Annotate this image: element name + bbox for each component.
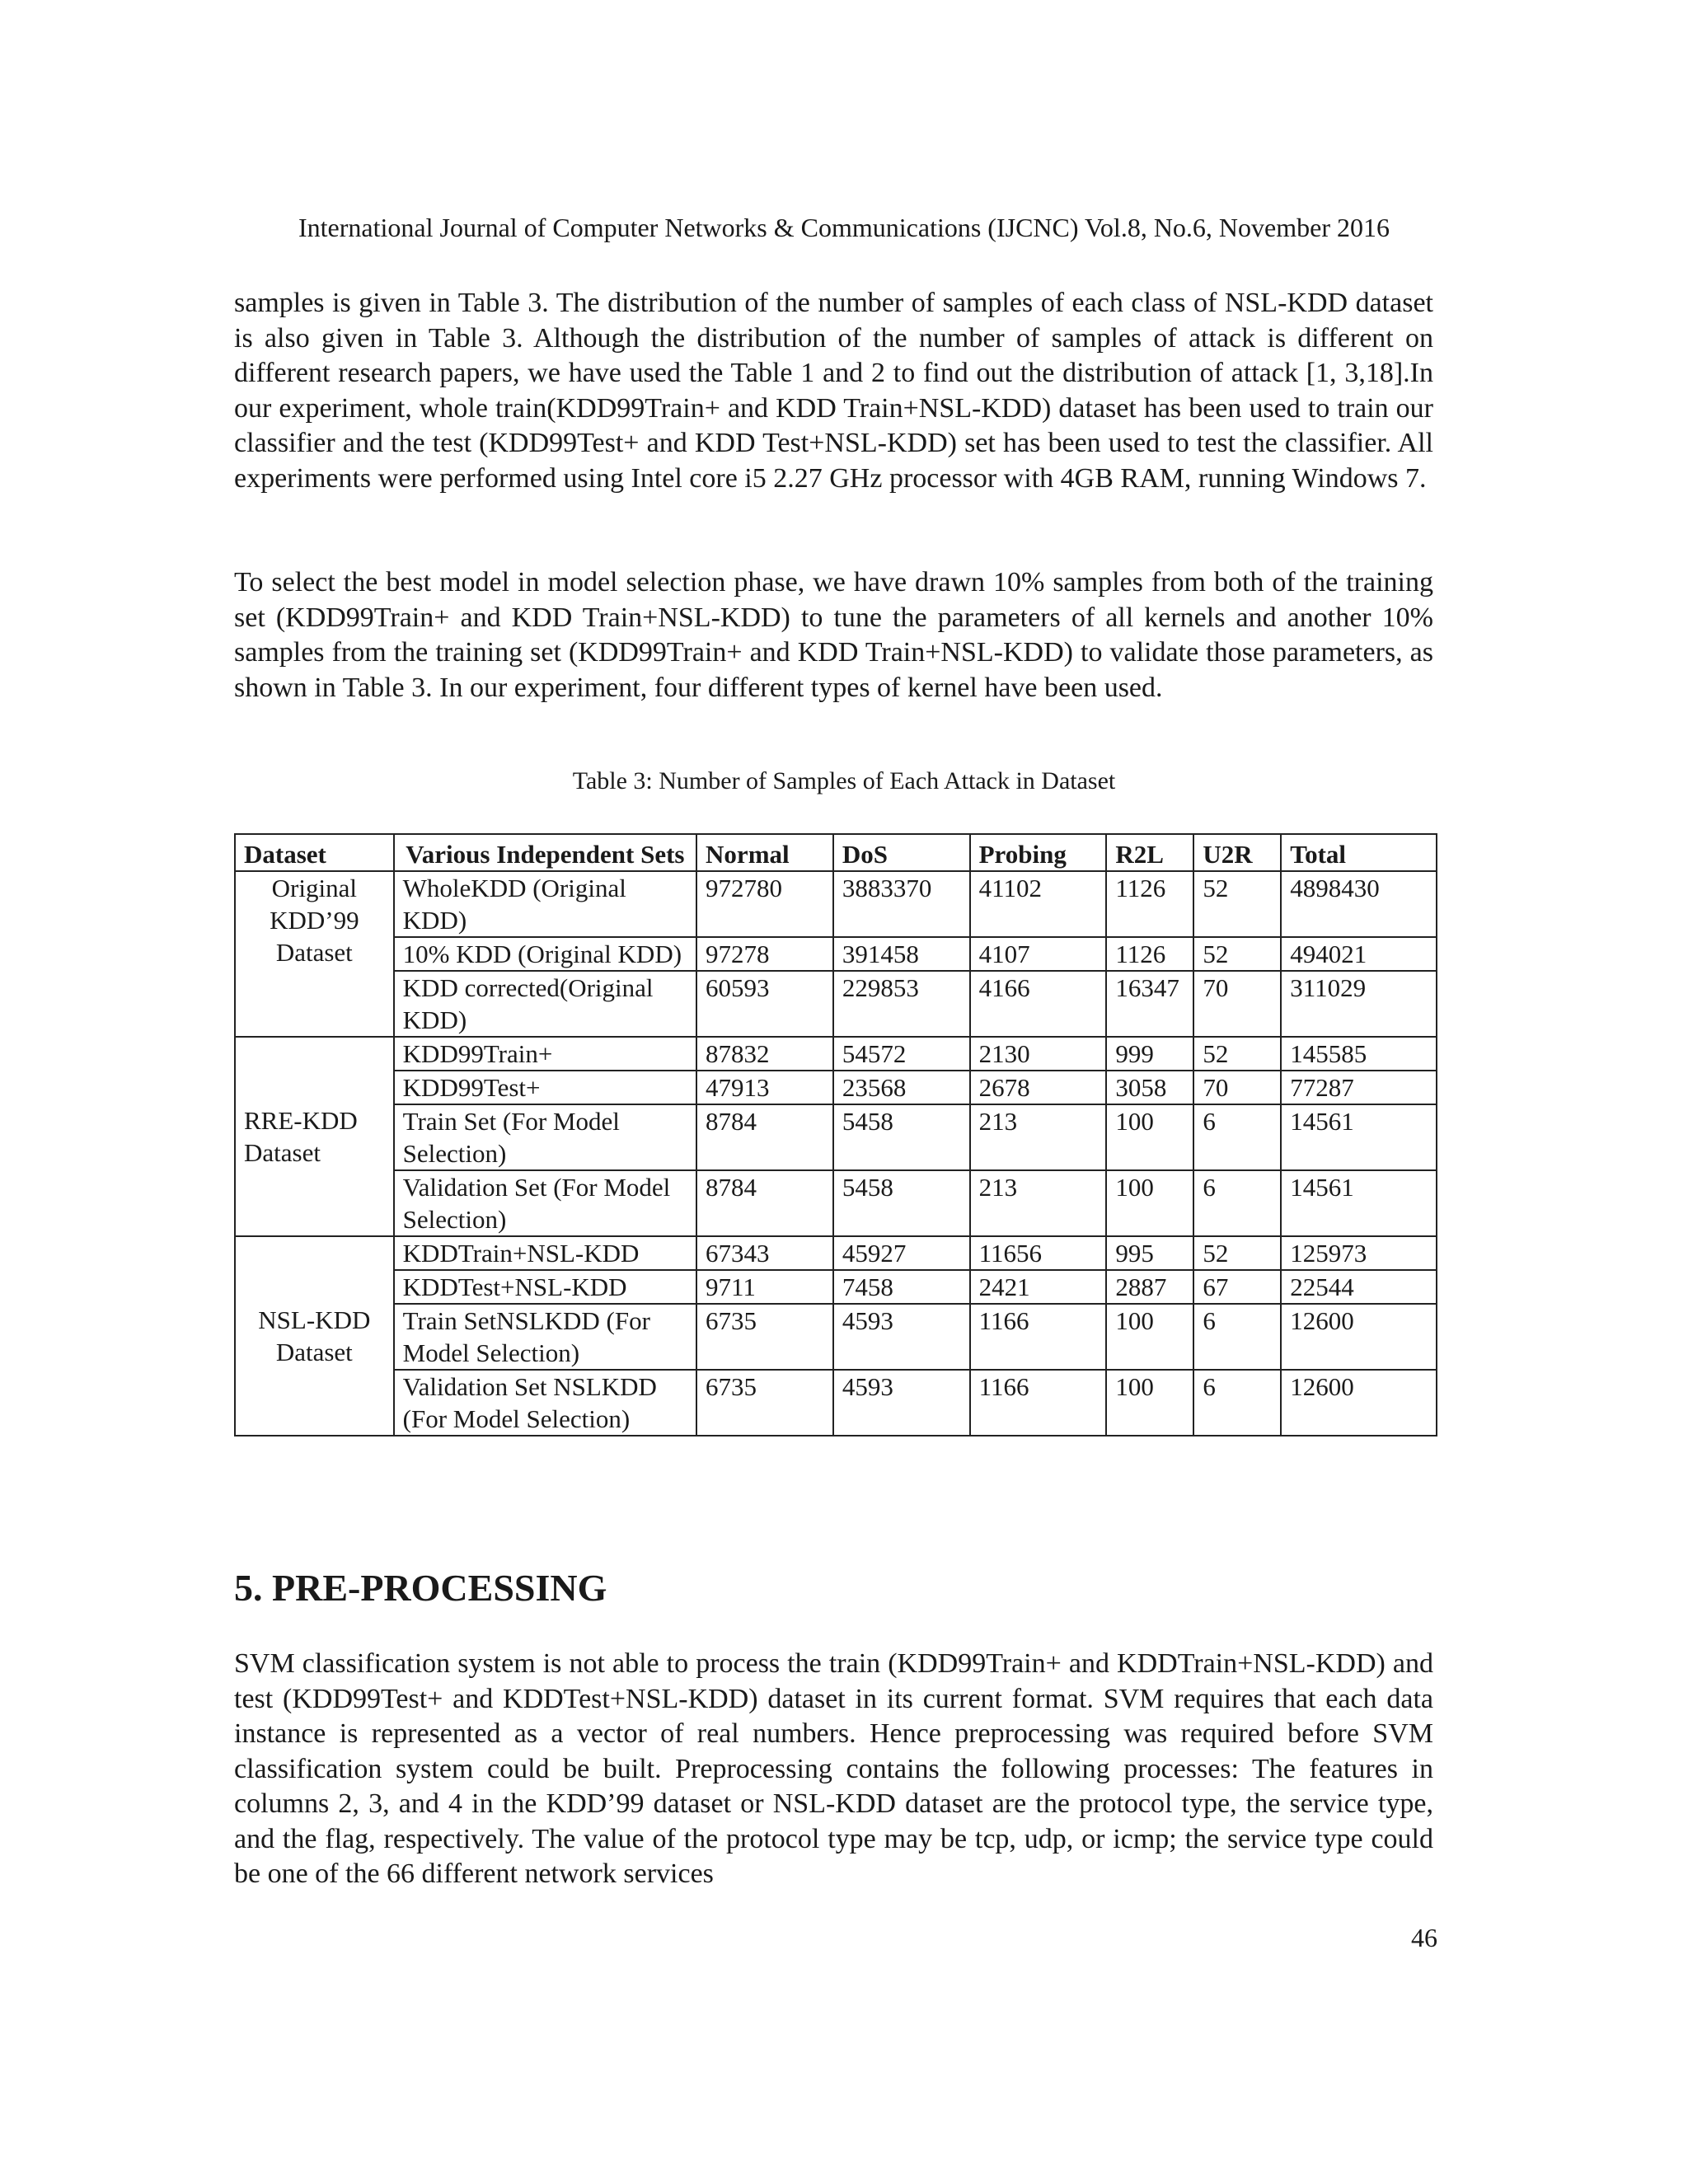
cell-dos: 23568 <box>833 1071 970 1104</box>
group-original-kdd: Original KDD’99 Dataset <box>235 871 394 1037</box>
set-name: KDD corrected(Original KDD) <box>394 971 696 1037</box>
table-row <box>235 1370 1437 1436</box>
table-row <box>235 971 1437 1037</box>
table-row <box>235 1104 1437 1170</box>
cell-total: 4898430 <box>1281 871 1437 937</box>
cell-u2r: 6 <box>1193 1104 1281 1170</box>
table-header-row <box>235 834 1437 871</box>
cell-probing: 2130 <box>970 1037 1107 1071</box>
group-nsl-kdd: NSL-KDD Dataset <box>235 1236 394 1436</box>
cell-r2l: 100 <box>1106 1104 1193 1170</box>
cell-dos: 3883370 <box>833 871 970 937</box>
section-heading: 5. PRE-PROCESSING <box>234 1567 607 1609</box>
header-probing: Probing <box>970 834 1107 871</box>
cell-normal: 972780 <box>696 871 833 937</box>
cell-total: 12600 <box>1281 1304 1437 1370</box>
cell-total: 125973 <box>1281 1236 1437 1270</box>
cell-normal: 8784 <box>696 1170 833 1236</box>
cell-normal: 60593 <box>696 971 833 1037</box>
cell-u2r: 52 <box>1193 871 1281 937</box>
cell-total: 22544 <box>1281 1270 1437 1304</box>
cell-dos: 229853 <box>833 971 970 1037</box>
cell-dos: 54572 <box>833 1037 970 1071</box>
cell-dos: 391458 <box>833 937 970 971</box>
cell-normal: 9711 <box>696 1270 833 1304</box>
cell-normal: 97278 <box>696 937 833 971</box>
cell-normal: 47913 <box>696 1071 833 1104</box>
cell-probing: 1166 <box>970 1370 1107 1436</box>
set-name: Validation Set (For Model Selection) <box>394 1170 696 1236</box>
table-row <box>235 1037 1437 1071</box>
cell-total: 12600 <box>1281 1370 1437 1436</box>
cell-r2l: 100 <box>1106 1370 1193 1436</box>
header-r2l: R2L <box>1106 834 1193 871</box>
cell-total: 14561 <box>1281 1104 1437 1170</box>
cell-r2l: 1126 <box>1106 937 1193 971</box>
table-row <box>235 1270 1437 1304</box>
table-row <box>235 871 1437 937</box>
set-name: Train Set (For Model Selection) <box>394 1104 696 1170</box>
cell-probing: 11656 <box>970 1236 1107 1270</box>
cell-probing: 2421 <box>970 1270 1107 1304</box>
set-name: Train SetNSLKDD (For Model Selection) <box>394 1304 696 1370</box>
body-paragraph-1: samples is given in Table 3. The distribution of the number of samples of each class of NSL-KDD dataset is also given in Table 3. Although the distribution of the number of samples of attack is different on different research papers, we have used the Table 1 and 2 to find out the distribution of attack [1, 3,18].In our experiment, whole train(KDD99Train+ and KDD Train+NSL-KDD) dataset has been used to train our classifier and the test (KDD99Test+ and KDD Test+NSL-KDD) set has been used to test the classifier. All experiments were performed using Intel core i5 2.27 GHz processor with 4GB RAM, running Windows 7. <box>234 288 1433 494</box>
cell-total: 14561 <box>1281 1170 1437 1236</box>
cell-total: 77287 <box>1281 1071 1437 1104</box>
table-row <box>235 1170 1437 1236</box>
set-name: KDDTest+NSL-KDD <box>394 1270 696 1304</box>
cell-dos: 5458 <box>833 1170 970 1236</box>
cell-u2r: 67 <box>1193 1270 1281 1304</box>
cell-u2r: 52 <box>1193 1037 1281 1071</box>
cell-normal: 87832 <box>696 1037 833 1071</box>
cell-r2l: 100 <box>1106 1170 1193 1236</box>
cell-u2r: 52 <box>1193 937 1281 971</box>
cell-u2r: 6 <box>1193 1170 1281 1236</box>
cell-probing: 4107 <box>970 937 1107 971</box>
cell-dos: 7458 <box>833 1270 970 1304</box>
cell-dos: 4593 <box>833 1304 970 1370</box>
cell-r2l: 2887 <box>1106 1270 1193 1304</box>
running-header: International Journal of Computer Networks & Communications (IJCNC) Vol.8, No.6, November 2016 <box>298 213 1390 242</box>
table-caption: Table 3: Number of Samples of Each Attack in Dataset <box>572 767 1116 794</box>
cell-u2r: 70 <box>1193 1071 1281 1104</box>
set-name: KDD99Train+ <box>394 1037 696 1071</box>
header-dos: DoS <box>833 834 970 871</box>
cell-normal: 8784 <box>696 1104 833 1170</box>
set-name: KDD99Test+ <box>394 1071 696 1104</box>
samples-table <box>234 833 1437 1436</box>
cell-probing: 2678 <box>970 1071 1107 1104</box>
cell-probing: 41102 <box>970 871 1107 937</box>
header-normal: Normal <box>696 834 833 871</box>
set-name: Validation Set NSLKDD (For Model Selection) <box>394 1370 696 1436</box>
cell-r2l: 3058 <box>1106 1071 1193 1104</box>
cell-dos: 5458 <box>833 1104 970 1170</box>
body-paragraph-3: SVM classification system is not able to process the train (KDD99Train+ and KDDTrain+NSL-KDD) and test (KDD99Test+ and KDDTest+NSL-KDD) dataset in its current format. SVM requires that each data instance is represented as a vector of real numbers. Hence preprocessing was required before SVM classification system could be built. Preprocessing contains the following processes: The features in columns 2, 3, and 4 in the KDD’99 dataset or NSL-KDD dataset are the protocol type, the service type, and the flag, respectively. The value of the protocol type may be tcp, udp, or icmp; the service type could be one of the 66 different network services <box>234 1648 1433 1889</box>
cell-total: 311029 <box>1281 971 1437 1037</box>
table-row <box>235 1304 1437 1370</box>
cell-u2r: 6 <box>1193 1370 1281 1436</box>
set-name: 10% KDD (Original KDD) <box>394 937 696 971</box>
cell-dos: 4593 <box>833 1370 970 1436</box>
cell-u2r: 70 <box>1193 971 1281 1037</box>
header-dataset: Dataset <box>235 834 394 871</box>
cell-u2r: 6 <box>1193 1304 1281 1370</box>
cell-dos: 45927 <box>833 1236 970 1270</box>
cell-probing: 213 <box>970 1170 1107 1236</box>
header-sets: Various Independent Sets <box>394 834 696 871</box>
body-paragraph-2: To select the best model in model selection phase, we have drawn 10% samples from both of the training set (KDD99Train+ and KDD Train+NSL-KDD) to tune the parameters of all kernels and another 10% samples from the training set (KDD99Train+ and KDD Train+NSL-KDD) to validate those parameters, as shown in Table 3. In our experiment, four different types of kernel have been used. <box>234 567 1433 703</box>
cell-r2l: 100 <box>1106 1304 1193 1370</box>
cell-normal: 6735 <box>696 1370 833 1436</box>
cell-r2l: 995 <box>1106 1236 1193 1270</box>
group-rre-kdd: RRE-KDD Dataset <box>235 1037 394 1236</box>
cell-r2l: 1126 <box>1106 871 1193 937</box>
cell-probing: 1166 <box>970 1304 1107 1370</box>
set-name: KDDTrain+NSL-KDD <box>394 1236 696 1270</box>
cell-r2l: 999 <box>1106 1037 1193 1071</box>
cell-probing: 213 <box>970 1104 1107 1170</box>
table-row <box>235 937 1437 971</box>
page-number: 46 <box>1411 1923 1437 1952</box>
cell-total: 494021 <box>1281 937 1437 971</box>
table-row <box>235 1071 1437 1104</box>
cell-total: 145585 <box>1281 1037 1437 1071</box>
set-name: WholeKDD (Original KDD) <box>394 871 696 937</box>
header-u2r: U2R <box>1193 834 1281 871</box>
cell-r2l: 16347 <box>1106 971 1193 1037</box>
cell-normal: 67343 <box>696 1236 833 1270</box>
cell-normal: 6735 <box>696 1304 833 1370</box>
cell-probing: 4166 <box>970 971 1107 1037</box>
table-row <box>235 1236 1437 1270</box>
cell-u2r: 52 <box>1193 1236 1281 1270</box>
header-total: Total <box>1281 834 1437 871</box>
